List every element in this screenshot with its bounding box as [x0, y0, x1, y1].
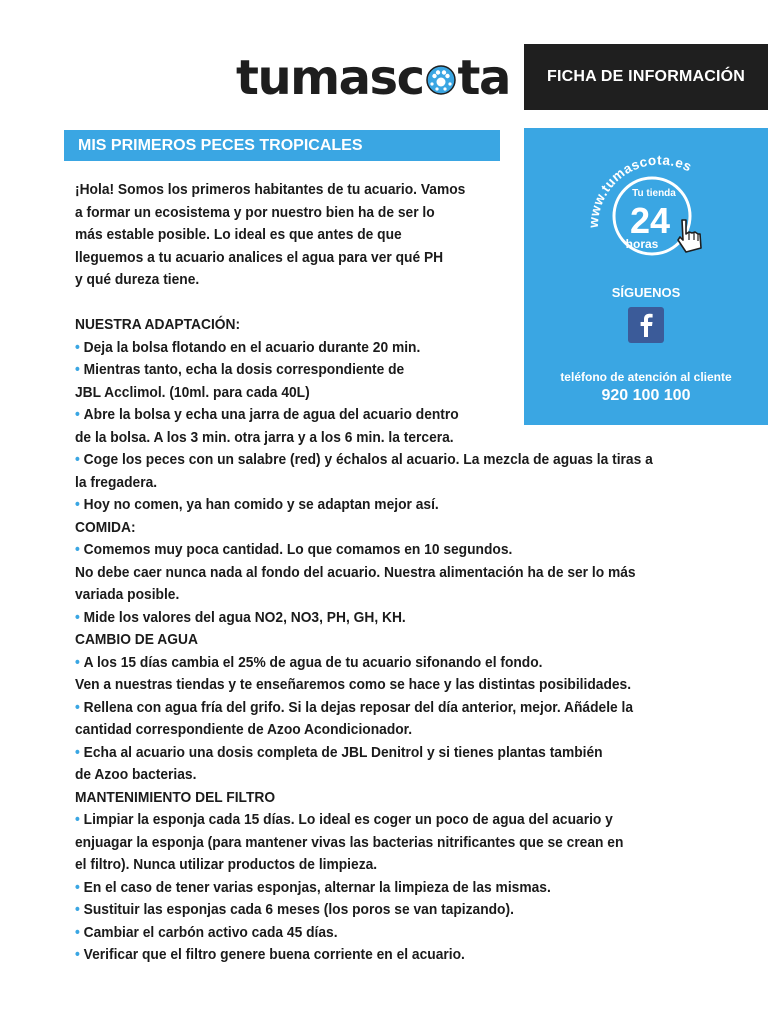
article-body	[75, 179, 693, 967]
intro-line: lleguemos a tu acuario analices el agua para ver qué PH	[75, 248, 444, 266]
list-item: • Verificar que el filtro genere buena corriente en el acuario.	[75, 944, 693, 967]
list-item-cont: Ven a nuestras tiendas y te enseñaremos como se hace y las distintas posibilidades.	[75, 676, 632, 693]
phone-number[interactable]: 920 100 100	[601, 387, 691, 404]
logo-text-left: tumasc	[236, 50, 424, 106]
section-title: MIS PRIMEROS PECES TROPICALES	[64, 130, 500, 161]
list-item-cont: el filtro). Nunca utilizar productos de limpieza.	[75, 856, 378, 873]
heading-comida: COMIDA:	[75, 518, 136, 536]
brand-logo	[236, 50, 510, 106]
list-item-cont: enjuagar la esponja (para mantener vivas las bacterias nitrificantes que se crean en	[75, 833, 624, 851]
intro-line: ¡Hola! Somos los primeros habitantes de tu acuario. Vamos	[75, 181, 466, 198]
heading-adaptacion: NUESTRA ADAPTACIÓN:	[75, 316, 241, 333]
list-item: • A los 15 días cambia el 25% de agua de tu acuario sifonando el fondo.	[75, 652, 693, 675]
list-item-cont: JBL Acclimol. (10ml. para cada 40L)	[75, 383, 310, 401]
list-item: • Echa al acuario una dosis completa de JBL Denitrol y si tienes plantas también	[75, 742, 693, 765]
logo-text-right: ta	[457, 50, 510, 106]
list-item-cont: de Azoo bacterias.	[75, 766, 197, 783]
list-item: • Rellena con agua fría del grifo. Si la dejas reposar del día anterior, mejor. Añádele la	[75, 697, 693, 720]
intro-line: y qué dureza tiene.	[75, 271, 200, 288]
list-item: • Coge los peces con un salabre (red) y échalos al acuario. La mezcla de aguas la tiras a	[75, 449, 693, 472]
list-item: • Sustituir las esponjas cada 6 meses (los poros se van tapizando).	[75, 899, 693, 922]
list-item: • Mientras tanto, echa la dosis correspondiente de	[75, 359, 693, 382]
list-item-cont: No debe caer nunca nada al fondo del acuario. Nuestra alimentación ha de ser lo más	[75, 563, 636, 581]
list-item: • En el caso de tener varias esponjas, alternar la limpieza de las mismas.	[75, 877, 693, 900]
badge-bottom-text: horas	[625, 237, 659, 251]
document-type-tag: FICHA DE INFORMACIÓN	[524, 44, 768, 110]
list-item: • Hoy no comen, ya han comido y se adaptan mejor así.	[75, 494, 693, 517]
list-item: • Cambiar el carbón activo cada 45 días.	[75, 922, 693, 945]
intro-line: más estable posible. Lo ideal es que antes de que	[75, 226, 402, 243]
list-item: • Abre la bolsa y echa una jarra de agua del acuario dentro	[75, 404, 693, 427]
list-item: • Limpiar la esponja cada 15 días. Lo ideal es coger un poco de agua del acuario y	[75, 809, 693, 832]
paw-globe-icon	[425, 52, 457, 84]
list-item: • Mide los valores del agua NO2, NO3, PH, GH, KH.	[75, 607, 693, 630]
follow-us-label: SÍGUENOS	[611, 285, 681, 300]
intro-line: a formar un ecosistema y por nuestro bien ha de ser lo	[75, 203, 435, 221]
badge-url: www.tumascota.es	[585, 152, 695, 229]
list-item-cont: cantidad correspondiente de Azoo Acondicionador.	[75, 721, 413, 738]
list-item-cont: la fregadera.	[75, 473, 158, 491]
badge-top-text: Tu tienda	[632, 188, 676, 199]
phone-label: teléfono de atención al cliente	[560, 370, 732, 384]
badge-number: 24	[629, 200, 671, 241]
heading-filtro: MANTENIMIENTO DEL FILTRO	[75, 788, 276, 806]
list-item-cont: de la bolsa. A los 3 min. otra jarra y a los 6 min. la tercera.	[75, 428, 454, 446]
heading-cambio-agua: CAMBIO DE AGUA	[75, 631, 198, 648]
list-item: • Deja la bolsa flotando en el acuario durante 20 min.	[75, 337, 693, 360]
list-item: • Comemos muy poca cantidad. Lo que comamos en 10 segundos.	[75, 539, 693, 562]
list-item-cont: variada posible.	[75, 586, 180, 603]
